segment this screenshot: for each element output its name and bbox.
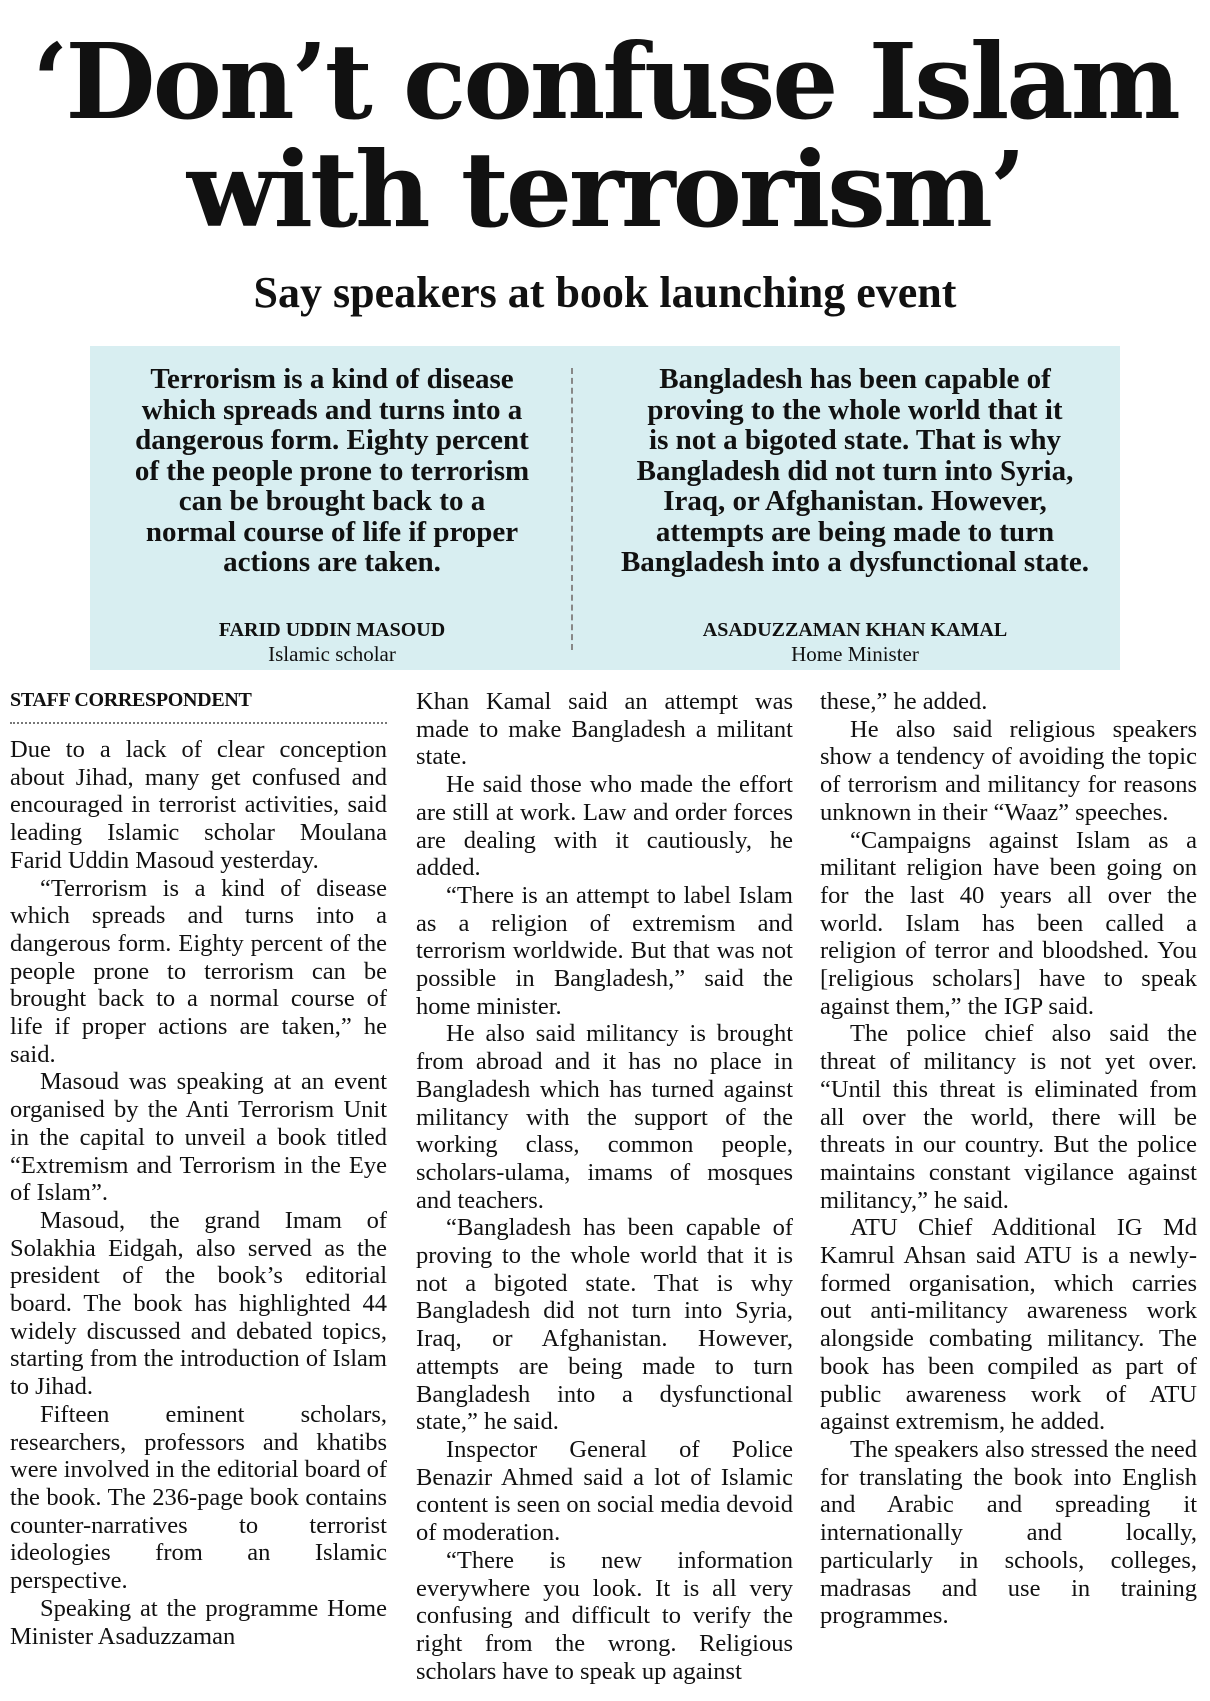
quote-line: Iraq, or Afghanistan. However, [663,485,1047,517]
article-column-2 [416,688,793,1688]
headline [0,20,1210,251]
quote-line: Bangladesh into a dysfunctional state. [620,546,1090,578]
headline-line-1: ‘Don’t confuse Islam [32,20,1178,143]
pull-quote-text [112,364,552,586]
paragraph: Masoud was speaking at an event organised by the Anti Terrorism Unit in the capital to unveil a book titled “Extremism and Terrorism in the Eye of Islam”. [10,1068,387,1207]
pull-quote-box [90,346,1120,670]
quote-line: can be brought back to a [178,485,486,517]
quote-line: actions are taken. [223,546,441,578]
paragraph: “Campaigns against Islam as a militant religion have been going on for the last 40 years all over the world. Islam has been called a religion of terror and bloodshed. You [religious scholars] have to speak against them,” the IGP said. [820,826,1197,1020]
paragraph: Speaking at the programme Home Minister Asaduzzaman [10,1594,387,1650]
paragraph: these,” he added. [820,688,988,715]
paragraph: “There is new information everywhere you look. It is all very confusing and difficult to verify the right from the wrong. Religious scholars have to speak up against [416,1546,793,1685]
paragraph: He also said militancy is brought from abroad and it has no place in Bangladesh which has turned against militancy with the support of the working class, common people, scholars-ulama, imams of mosques and teachers. [416,1020,793,1214]
paragraph: The police chief also said the threat of militancy is not yet over. “Until this threat is eliminated from all over the world, there will be threats in our country. But the police maintains constant vigilance against militancy,” he said. [820,1020,1197,1214]
quote-author-name: ASADUZZAMAN KHAN KAMAL [702,619,1008,641]
paragraph: Fifteen eminent scholars, researchers, professors and khatibs were involved in the editorial board of the book. The 236-page book contains counter-narratives to terrorist ideologies from an Islamic perspective. [10,1400,387,1595]
quote-author-role: Home Minister [791,642,919,666]
paragraph: Khan Kamal said an attempt was made to make Bangladesh a militant state. [416,688,793,771]
paragraph: Due to a lack of clear conception about Jihad, many get confused and encouraged in terrorist activities, said leading Islamic scholar Moulana Farid Uddin Masoud yesterday. [10,736,387,874]
quote-line: proving to the whole world that it [647,393,1063,426]
pull-quote-text [610,364,1100,586]
paragraph: ATU Chief Additional IG Md Kamrul Ahsan said ATU is a newly-formed organisation, which carries out anti-militancy awareness work alongside combating militancy. The book has been compiled as part of public awareness work of ATU against extremism, he added. [820,1214,1197,1436]
quote-line: dangerous form. Eighty percent [135,424,529,456]
subheadline: Say speakers at book launching event [253,268,957,317]
quote-line: is not a bigoted state. That is why [649,424,1061,456]
quote-line: of the people prone to terrorism [134,454,530,487]
quote-line: which spreads and turns into a [141,393,523,426]
paragraph: “Bangladesh has been capable of proving to the whole world that it is not a bigoted state. That is why Bangladesh did not turn into Syria, Iraq, or Afghanistan. However, attempts are being made to turn Bangladesh into a dysfunctional state,” he said. [416,1214,793,1436]
quote-line: Bangladesh did not turn into Syria, [636,454,1074,487]
quote-divider [571,368,573,650]
quote-line: Bangladesh has been capable of [659,363,1051,395]
quote-author-role: Islamic scholar [268,642,396,666]
paragraph: Masoud, the grand Imam of Solakhia Eidgah, also served as the president of the book’s editorial board. The book has highlighted 44 widely discussed and debated topics, starting from the introduction of Islam to Jihad. [10,1206,387,1401]
paragraph: “There is an attempt to label Islam as a religion of extremism and terrorism worldwide. But that was not possible in Bangladesh,” said the home minister. [416,881,793,1020]
article-column-1 [10,688,387,1688]
paragraph: “Terrorism is a kind of disease which spreads and turns into a dangerous form. Eighty percent of the people prone to terrorism can be brought back to a normal course of life if proper actions are taken,” he said. [10,874,387,1068]
paragraph: The speakers also stressed the need for translating the book into English and Arabic and spreading it internationally and locally, particularly in schools, colleges, madrasas and use in training programmes. [820,1435,1197,1630]
paragraph: He also said religious speakers show a tendency of avoiding the topic of terrorism and militancy for reasons unknown in their “Waaz” speeches. [820,715,1197,826]
paragraph: Inspector General of Police Benazir Ahmed said a lot of Islamic content is seen on social media devoid of moderation. [416,1435,793,1547]
quote-line: normal course of life if proper [145,515,519,548]
pull-quote-kamal [610,364,1100,666]
byline: STAFF CORRESPONDENT [10,688,387,724]
quote-author-name: FARID UDDIN MASOUD [218,619,446,641]
quote-line: Terrorism is a kind of disease [150,363,514,395]
article-column-3 [820,688,1197,1688]
paragraph: He said those who made the effort are still at work. Law and order forces are dealing with it cautiously, he added. [416,771,793,882]
headline-line-2: with terrorism’ [186,128,1024,251]
quote-line: attempts are being made to turn [655,515,1055,548]
pull-quote-masoud [112,364,552,666]
